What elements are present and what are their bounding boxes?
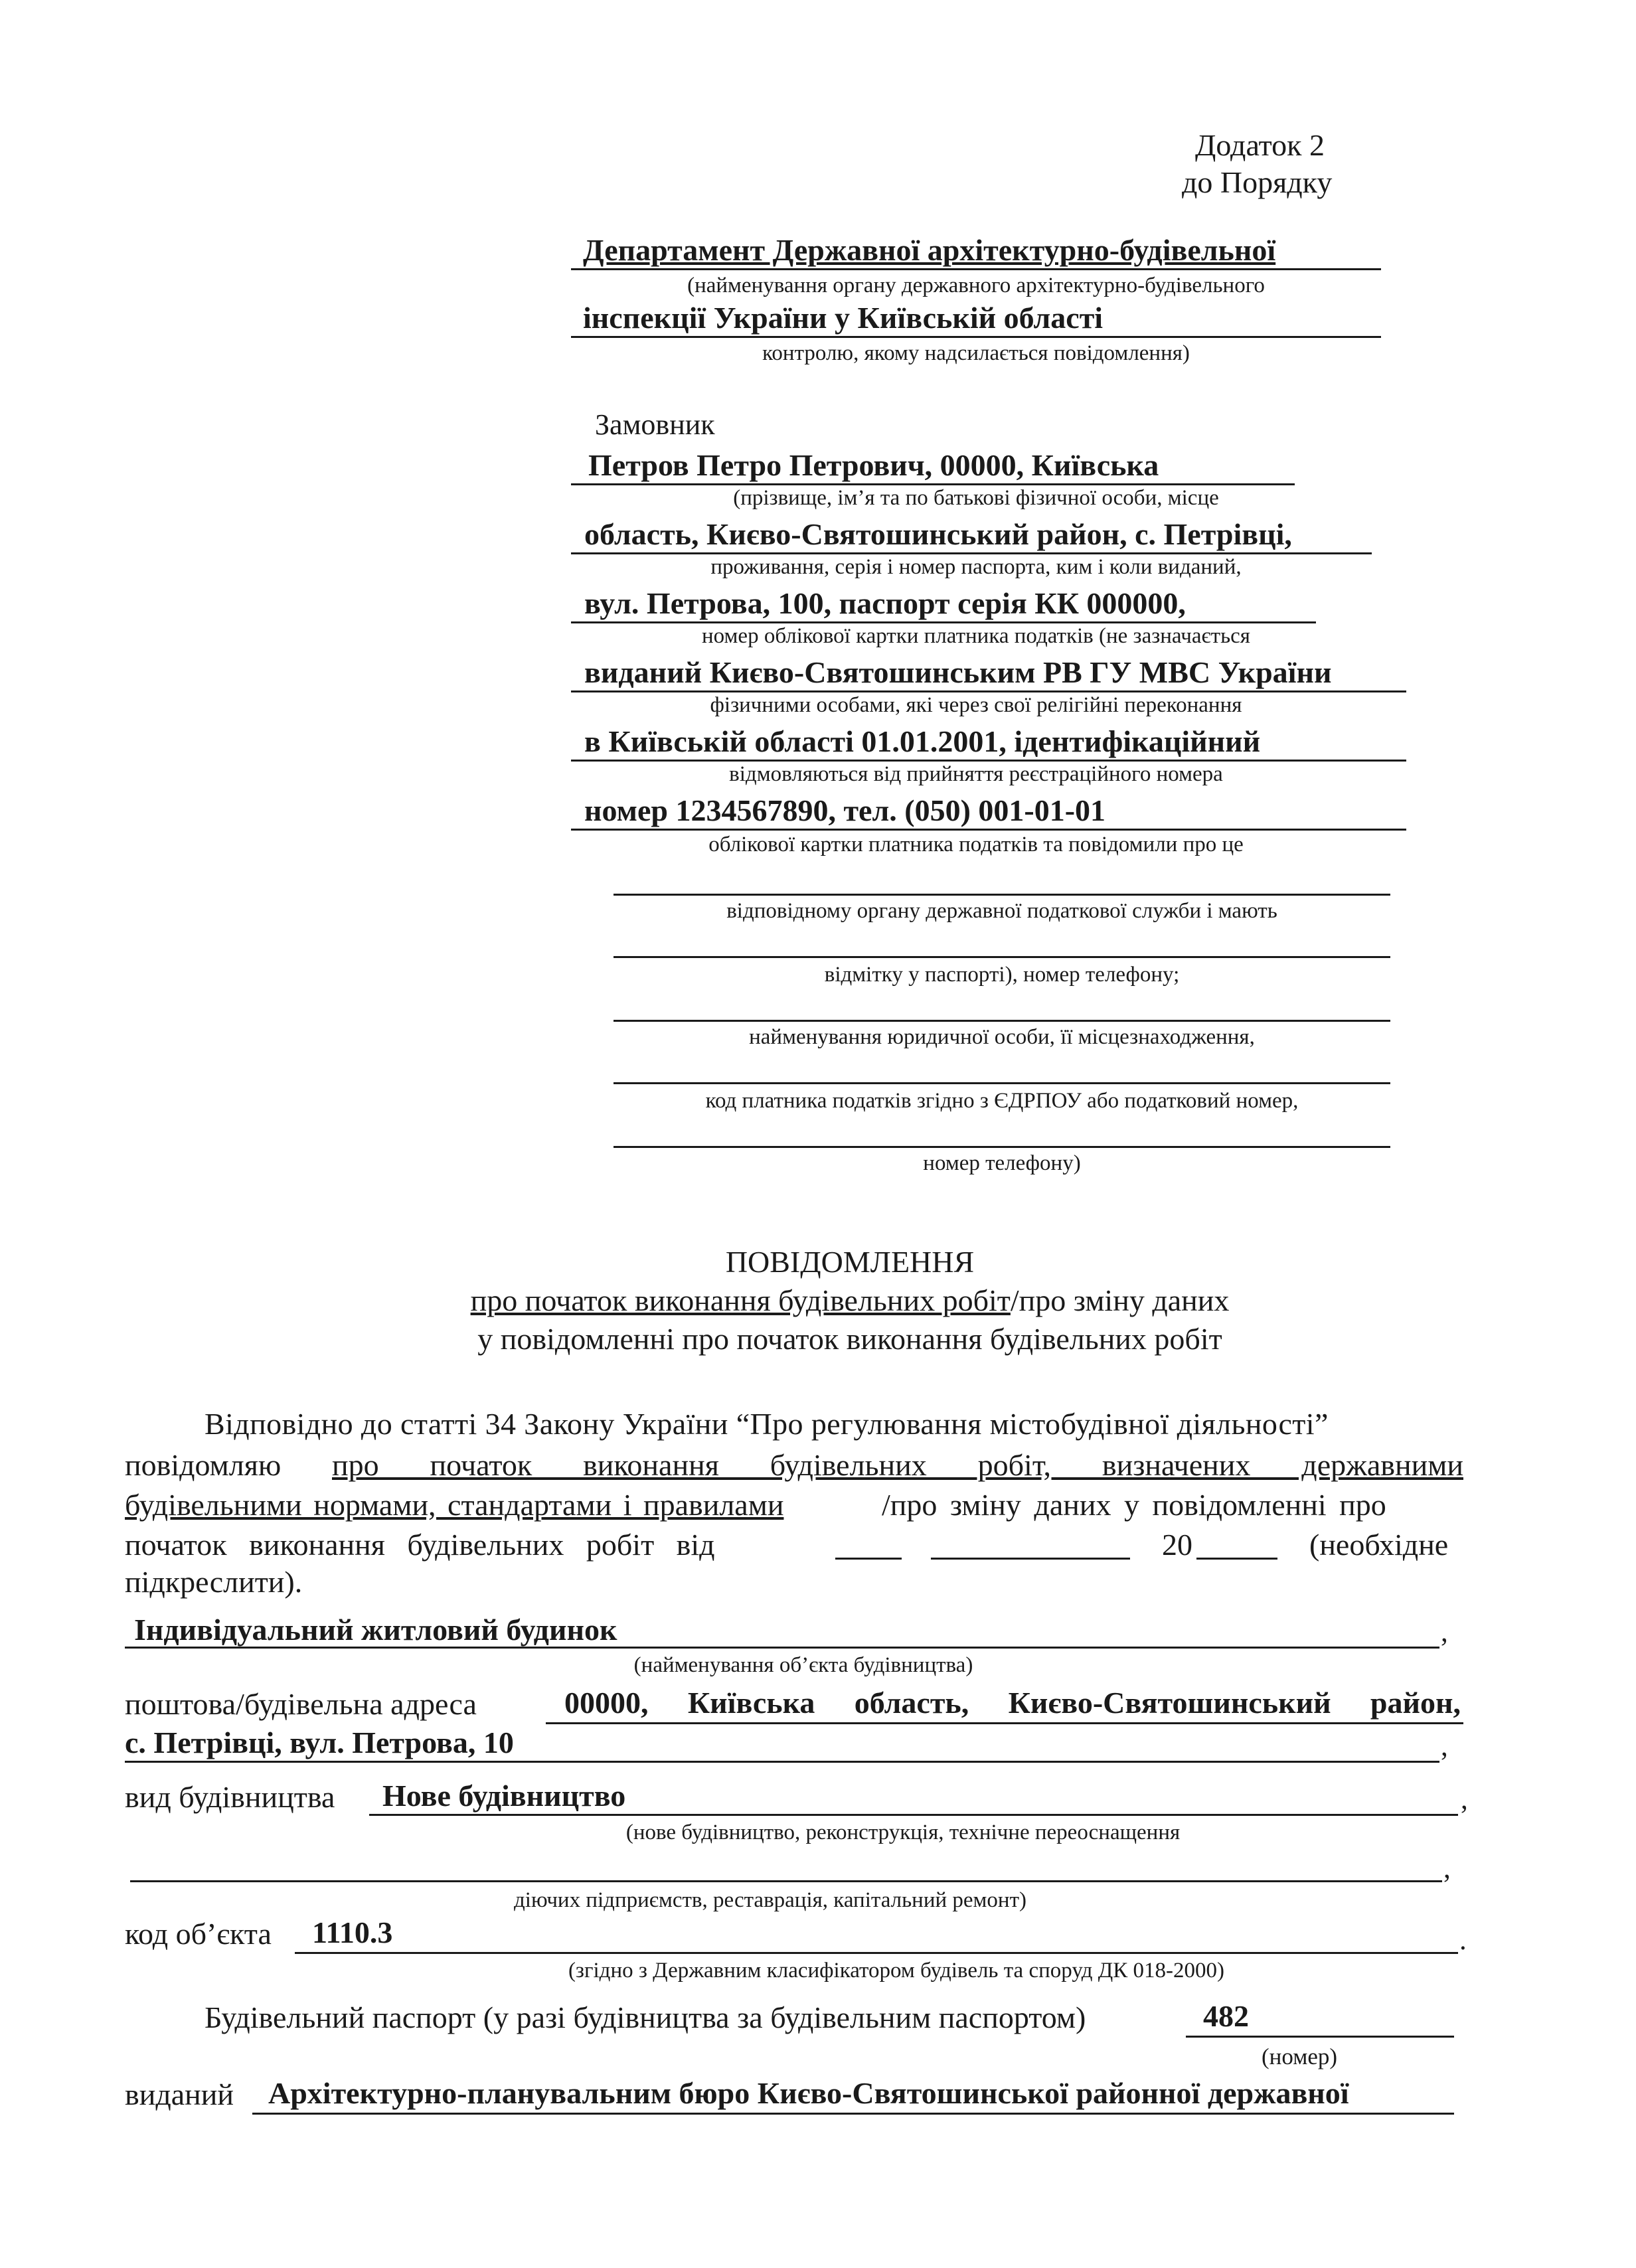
notice-subtitle-1 (120, 1283, 1580, 1318)
appendix-line-2: до Порядку (1182, 165, 1333, 199)
notice-title: ПОВІДОМЛЕННЯ (725, 1245, 975, 1279)
customer-caption-3: номер облікової картки платника податків (не зазначається (702, 624, 1250, 648)
notice-subtitle-1-underlined: про початок виконання будівельних робіт (470, 1283, 1011, 1317)
passport-label: Будівельний паспорт (у разі будівництва за будівельним паспортом) (204, 2000, 1086, 2034)
passport-number: 482 (1203, 1999, 1249, 2033)
customer-line-3: вул. Петрова, 100, паспорт серія КК 000000, (584, 586, 1186, 620)
customer-blank-line-1 (614, 894, 1390, 896)
authority-caption-1: (найменування органу державного архітектурно-будівельного (687, 274, 1265, 297)
issued-underline (252, 2113, 1454, 2115)
customer-caption-4: фізичними особами, які через свої релігійні переконання (710, 693, 1242, 717)
date-month-blank (931, 1558, 1130, 1560)
customer-label: Замовник (595, 408, 715, 441)
customer-caption-1: (прізвище, ім’я та по батькові фізичної особи, місце (733, 486, 1219, 510)
object-name: Індивідуальний житловий будинок (134, 1613, 617, 1647)
kind-underline (369, 1814, 1458, 1816)
customer-caption-7: відповідному органу державної податкової служби і мають (726, 899, 1277, 923)
customer-line-2: область, Києво-Святошинський район, с. Петрівці, (584, 517, 1292, 551)
customer-caption-9: найменування юридичної особи, її місцезнаходження, (749, 1025, 1255, 1049)
customer-line-5: в Київській області 01.01.2001, ідентифікаційний (584, 724, 1261, 758)
body-line-3-rest: /про зміну даних у повідомленні про (882, 1488, 1386, 1522)
object-name-caption: (найменування об’єкта будівництва) (633, 1653, 973, 1677)
address-label: поштова/будівельна адреса (125, 1687, 477, 1721)
notice-subtitle-1-rest: /про зміну даних (1010, 1283, 1230, 1317)
authority-line-1: Департамент Державної архітектурно-будівельної (583, 233, 1276, 267)
body-line-4-year: 20 (1162, 1528, 1192, 1562)
code-label: код об’єкта (125, 1917, 272, 1951)
body-line-5: підкреслити). (125, 1565, 303, 1599)
kind-comma: , (1461, 1784, 1468, 1815)
authority-line-2-underline (571, 336, 1381, 338)
kind-label: вид будівництва (125, 1780, 335, 1814)
authority-line-1-underline (571, 268, 1381, 270)
address-line-2-underline (125, 1761, 1439, 1763)
issued-label: виданий (125, 2077, 234, 2111)
kind-blank-comma: , (1443, 1853, 1451, 1884)
customer-line-6: номер 1234567890, тел. (050) 001-01-01 (584, 793, 1106, 827)
passport-caption: (номер) (1262, 2044, 1338, 2069)
customer-caption-11: номер телефону) (923, 1151, 1081, 1175)
kind-blank-line (130, 1880, 1442, 1882)
address-line-2: с. Петрівці, вул. Петрова, 10 (125, 1726, 514, 1759)
body-line-4-note: (необхідне (1309, 1528, 1449, 1562)
code-value: 1110.3 (312, 1915, 393, 1949)
authority-line-2: інспекції України у Київській області (583, 301, 1104, 335)
customer-line-6-underline (571, 829, 1406, 831)
customer-line-1: Петров Петро Петрович, 00000, Київська (588, 448, 1159, 482)
body-line-2-label: повідомляю (125, 1448, 282, 1482)
customer-caption-8: відмітку у паспорті), номер телефону; (824, 963, 1180, 987)
appendix-line-1: Додаток 2 (1195, 128, 1325, 162)
customer-line-5-underline (571, 760, 1406, 762)
date-day-blank (835, 1558, 902, 1560)
customer-line-1-underline (571, 483, 1295, 485)
customer-line-4-underline (571, 690, 1406, 692)
passport-underline (1186, 2036, 1454, 2038)
address-line-1-underline (546, 1722, 1463, 1724)
body-line-4-label: початок виконання будівельних робіт від (125, 1528, 715, 1562)
customer-caption-6: облікової картки платника податків та повідомили про це (708, 833, 1244, 856)
body-line-1: Відповідно до статті 34 Закону України “Про регулювання містобудівної діяльності” (204, 1407, 1329, 1441)
object-name-comma: , (1441, 1617, 1448, 1648)
customer-line-2-underline (571, 552, 1372, 554)
date-year-blank (1196, 1558, 1277, 1560)
address-comma: , (1441, 1731, 1448, 1762)
kind-value: Нове будівництво (382, 1779, 626, 1813)
code-underline (295, 1952, 1458, 1954)
notice-subtitle-2: у повідомленні про початок виконання будівельних робіт (477, 1322, 1222, 1356)
customer-blank-line-3 (614, 1020, 1390, 1022)
customer-line-4: виданий Києво-Святошинським РВ ГУ МВС України (584, 655, 1332, 689)
customer-blank-line-4 (614, 1082, 1390, 1084)
customer-blank-line-5 (614, 1146, 1390, 1148)
customer-blank-line-2 (614, 956, 1390, 958)
authority-caption-2: контролю, якому надсилається повідомлення) (762, 341, 1190, 365)
issued-value: Архітектурно-планувальним бюро Києво-Святошинської районної державної (268, 2076, 1349, 2110)
customer-caption-10: код платника податків згідно з ЄДРПОУ або податковий номер, (705, 1089, 1299, 1113)
kind-caption-2: діючих підприємств, реставрація, капітальний ремонт) (513, 1888, 1026, 1912)
customer-line-3-underline (571, 621, 1316, 623)
kind-caption-1: (нове будівництво, реконструкція, технічне переоснащення (625, 1821, 1181, 1844)
body-line-3-underlined: будівельними нормами, стандартами і правилами (125, 1488, 784, 1522)
body-line-2-underlined: про початок виконання будівельних робіт, визначених державними (332, 1448, 1463, 1482)
customer-caption-5: відмовляються від прийняття реєстраційного номера (729, 762, 1223, 786)
address-line-1: 00000, Київська область, Києво-Святошинський район, (564, 1686, 1461, 1720)
customer-caption-2: проживання, серія і номер паспорта, ким і коли виданий, (710, 555, 1242, 579)
code-caption: (згідно з Державним класифікатором будівель та споруд ДК 018-2000) (568, 1959, 1225, 1983)
code-period: . (1459, 1925, 1467, 1956)
